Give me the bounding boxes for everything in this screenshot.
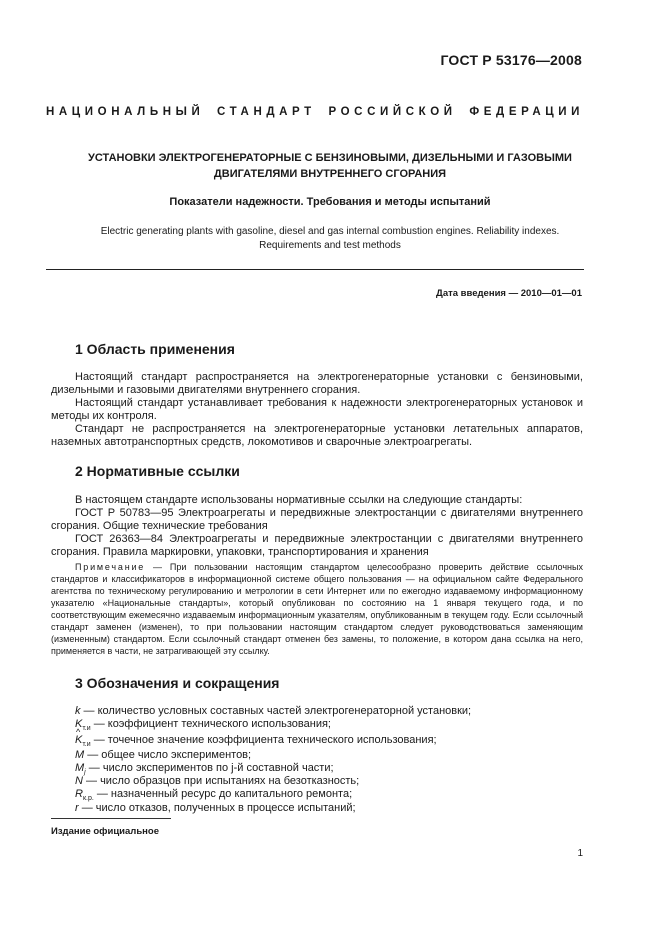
symbol-item [75,705,471,718]
section-1-paragraph-3: Стандарт не распространяется на электрогенераторные установки летательных аппаратов, наземных автотранспортных средств, локомотивов и сварочные электроагрегаты. [51,423,583,448]
symbol-definition: — число экспериментов по j-й составной части; [85,762,334,774]
section-3-heading: 3 Обозначения и сокращения [75,675,280,691]
document-subtitle: Показатели надежности. Требования и методы испытаний [169,196,491,208]
section-2-heading: 2 Нормативные ссылки [75,463,240,479]
title-line-2: ДВИГАТЕЛЯМИ ВНУТРЕННЕГО СГОРАНИЯ [213,168,447,180]
symbol: R [75,788,83,800]
edition-label: Издание официальное [51,826,159,837]
symbol-definition: — число отказов, полученных в процессе испытаний; [78,802,356,814]
page-number: 1 [577,848,583,859]
header-divider [46,269,584,270]
section-2-paragraph-1: В настоящем стандарте использованы нормативные ссылки на следующие стандарты: [75,494,523,506]
section-1-paragraph-1: Настоящий стандарт распространяется на электрогенераторные установки с бензиновыми, дизельными и газовыми двигателями внутреннего сгорания. [51,371,583,396]
note-paragraph [51,561,583,657]
symbol-definition: — точечное значение коэффициента технического использования; [90,734,437,746]
symbol-definition: — число образцов при испытаниях на безотказность; [82,775,360,787]
english-title-line-2: Requirements and test methods [259,240,401,251]
symbol: K [75,718,83,730]
symbol: M [75,749,85,761]
symbol-item [75,802,356,815]
document-number: ГОСТ Р 53176—2008 [440,52,582,68]
symbol-item [75,718,331,735]
national-standard-banner: НАЦИОНАЛЬНЫЙ СТАНДАРТ РОССИЙСКОЙ ФЕДЕРАЦИИ [46,106,584,118]
note-label: Примечание [75,562,146,572]
symbol-item [75,749,251,762]
normative-reference-1: ГОСТ Р 50783—95 Электроагрегаты и передвижные электростанции с двигателями внутреннего сгорания. Общие технические требования [51,507,583,532]
english-title-line-1: Electric generating plants with gasoline, diesel and gas internal combustion engines. Reliability indexes. [100,226,560,237]
symbol-definition: — назначенный ресурс до капитального ремонта; [93,788,353,800]
symbol: k [75,705,81,717]
symbol-subscript: к.р. [82,795,94,803]
symbol-subscript: j [84,769,86,777]
section-1-paragraph-2: Настоящий стандарт устанавливает требования к надежности электрогенераторных установок и методы их контроля. [51,397,583,422]
symbol: M [75,762,85,774]
document-title [40,150,620,182]
symbol-definition: — общее число экспериментов; [84,749,252,761]
symbol: ^ K [75,734,82,747]
symbol-definition: — количество условных составных частей электрогенераторной установки; [80,705,472,717]
normative-reference-2: ГОСТ 26363—84 Электроагрегаты и передвижные электростанции с двигателями внутреннего сгорания. Правила маркировки, упаковки, транспортирования и хранения [51,533,583,558]
symbol: r [75,802,79,814]
symbol-definition: — коэффициент технического использования; [90,718,331,730]
symbol-subscript: т.и [82,741,91,749]
section-1-heading: 1 Область применения [75,341,235,357]
footer-divider [51,818,171,819]
english-title [40,225,620,253]
symbol-subscript: т.и [82,725,91,733]
introduction-date: Дата введения — 2010—01—01 [436,288,582,299]
symbol: N [75,775,83,787]
title-line-1: УСТАНОВКИ ЭЛЕКТРОГЕНЕРАТОРНЫЕ С БЕНЗИНОВЫМИ, ДИЗЕЛЬНЫМИ И ГАЗОВЫМИ [88,152,572,164]
symbol-item [75,775,359,788]
note-text: — При пользовании настоящим стандартом целесообразно проверить действие ссылочных стандартов и классификаторов в информационной системе общего пользования — на официальном сайте Федерального агентства по техническому регулированию и метрологии в сети Интернет или по ежегодно издаваемому информационному указателю «Национальные стандарты», который опубликован по состоянию на 1 января текущего года, и по соответствующим ежемесячно издаваемым информационным указателям, опубликованным в текущем году. Если ссылочный стандарт заменен (изменен), то при пользовании настоящим стандартом следует руководствоваться заменяющим (измененным) стандартом. Если ссылочный стандарт отменен без замены, то положение, в котором дана ссылка на него, применяется в части, не затрагивающей эту ссылку. [51,562,583,656]
